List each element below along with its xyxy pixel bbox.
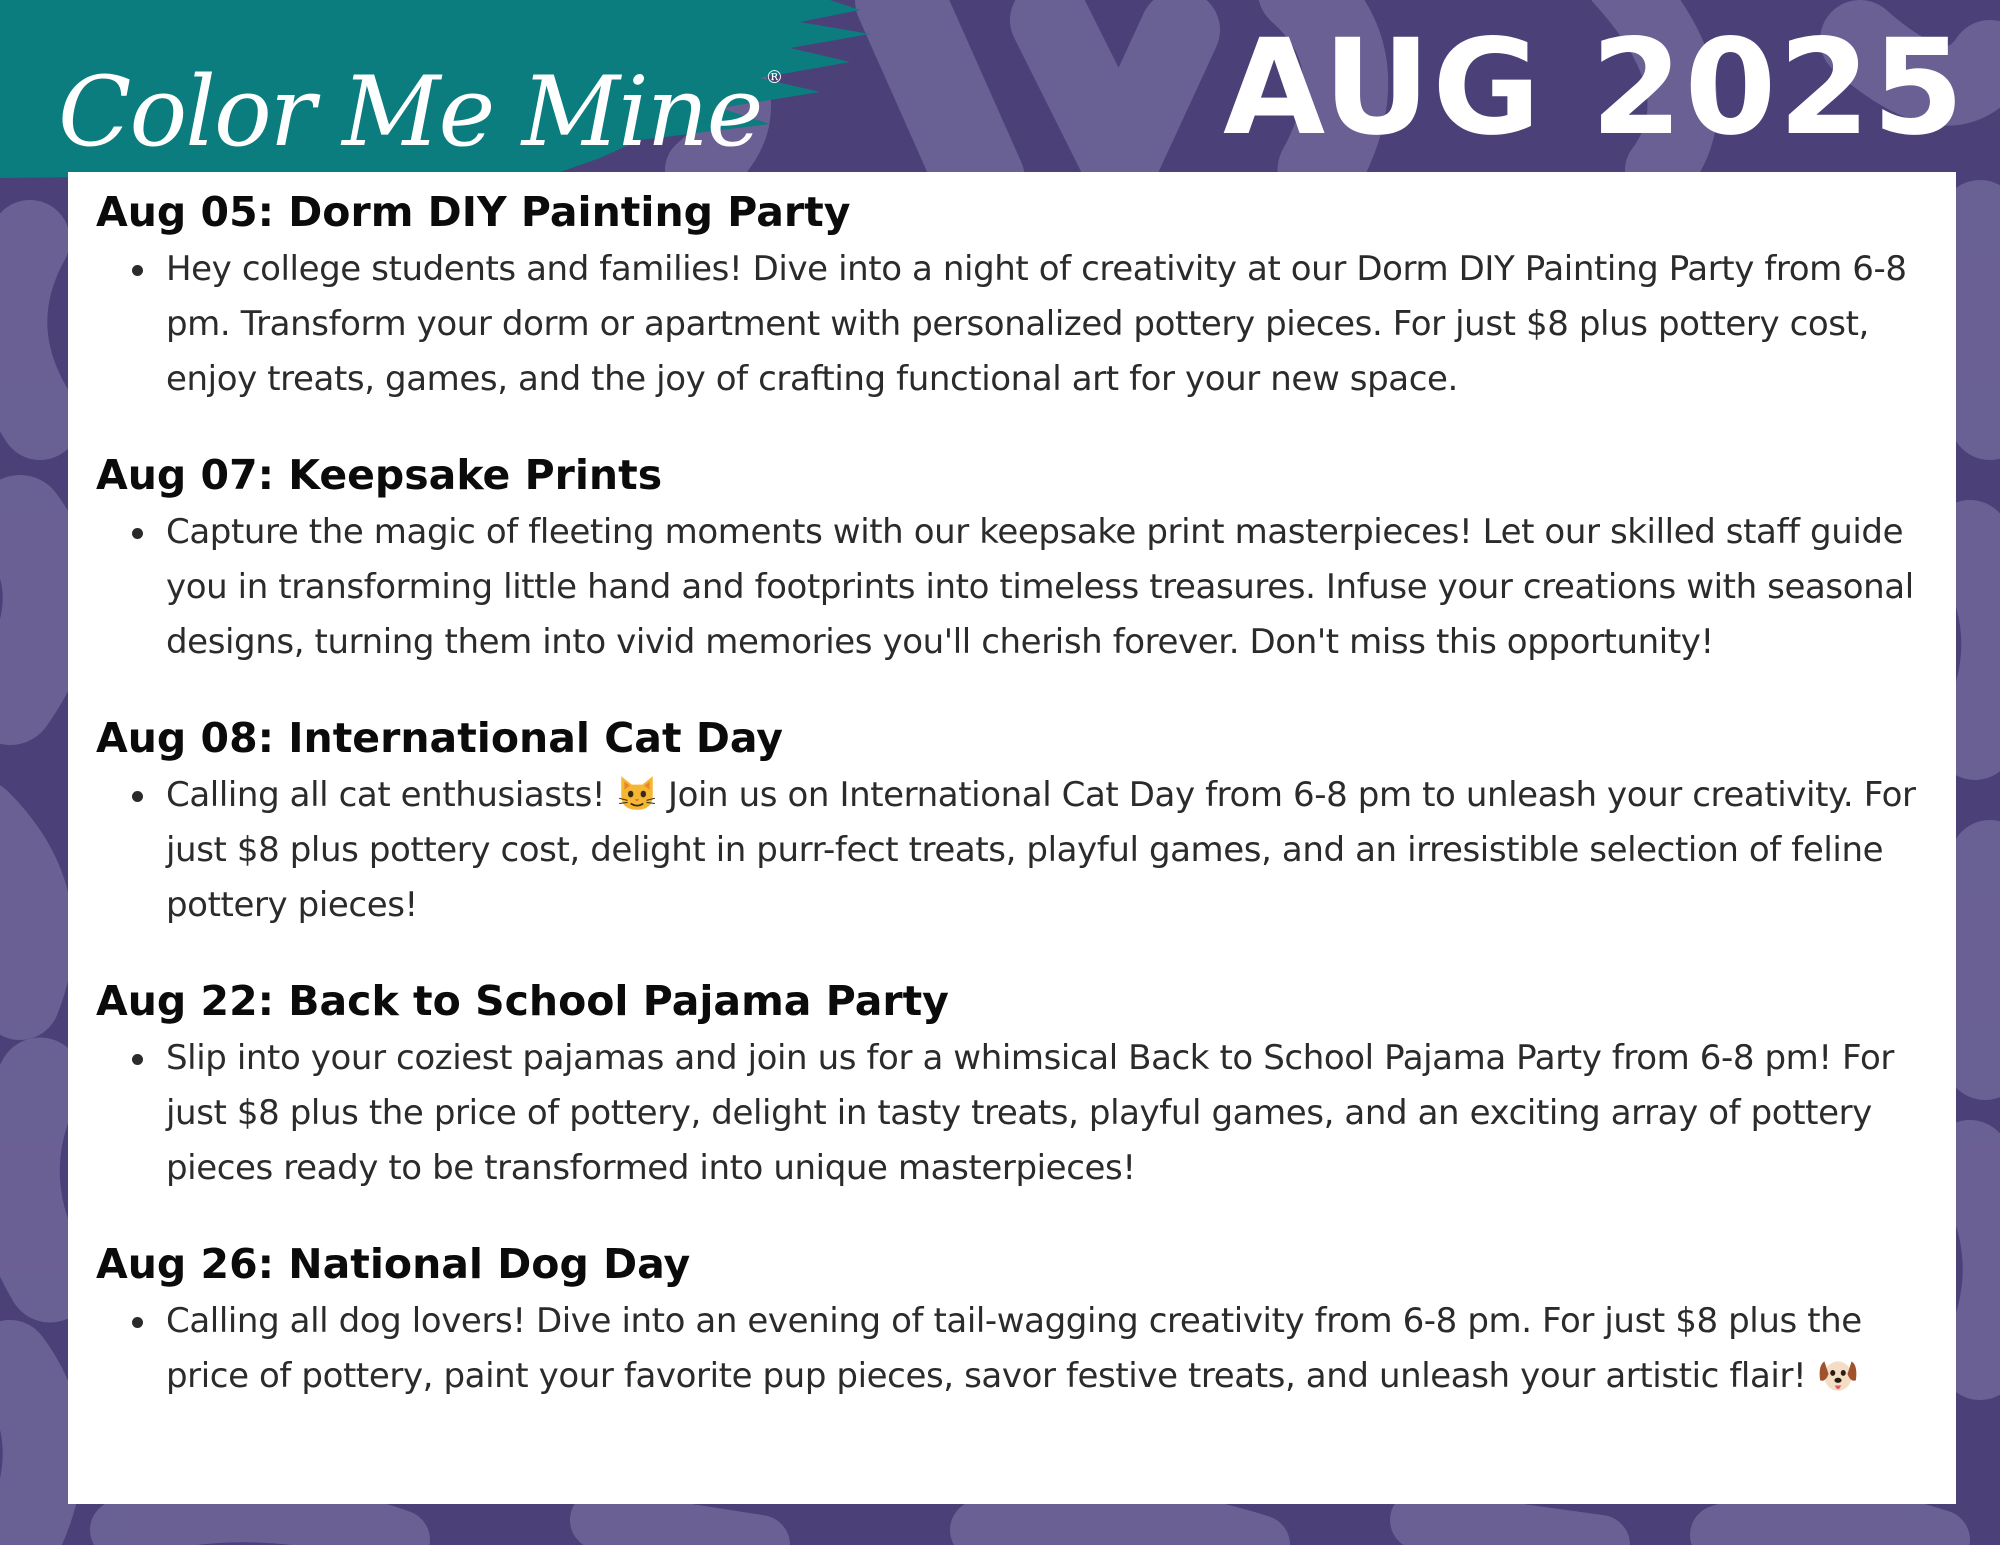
event-description-list xyxy=(96,1031,1928,1196)
event-description-list xyxy=(96,1294,1928,1404)
event-item xyxy=(96,182,1928,407)
event-title: Aug 07: Keepsake Prints xyxy=(96,451,663,499)
event-description: Slip into your coziest pajamas and join us for a whimsical Back to School Pajama Party from 6-8 pm! For just $8 plus the price of pottery, delight in tasty treats, playful games, and an exciting array of pottery pieces ready to be transformed into unique masterpieces! xyxy=(166,1031,1928,1196)
brand-name: Color Me Mine xyxy=(58,56,762,168)
event-title: Aug 08: International Cat Day xyxy=(96,714,783,762)
month-title: AUG 2025 xyxy=(1223,11,1966,165)
events-panel xyxy=(68,172,1956,1504)
event-item xyxy=(96,971,1928,1196)
event-description-start: Calling all cat enthusiasts! xyxy=(166,775,606,815)
event-description xyxy=(166,768,1928,933)
dog-face-emoji-icon xyxy=(1817,1353,1859,1395)
event-description-list xyxy=(96,242,1928,407)
event-item xyxy=(96,708,1928,933)
event-description: Hey college students and families! Dive into a night of creativity at our Dorm DIY Painting Party from 6-8 pm. Transform your dorm or apartment with personalized pottery pieces. For just $8 plus pottery cost, enjoy treats, games, and the joy of crafting functional art for your new space. xyxy=(166,242,1928,407)
registered-mark: ® xyxy=(765,67,782,88)
event-item xyxy=(96,445,1928,670)
event-item xyxy=(96,1234,1928,1404)
event-title: Aug 22: Back to School Pajama Party xyxy=(96,977,949,1025)
cat-face-emoji-icon xyxy=(616,772,658,814)
event-description: Capture the magic of fleeting moments with our keepsake print masterpieces! Let our skilled staff guide you in transforming little hand and footprints into timeless treasures. Infuse your creations with seasonal designs, turning them into vivid memories you'll cherish forever. Don't miss this opportunity! xyxy=(166,505,1928,670)
event-description-text: Calling all dog lovers! Dive into an evening of tail-wagging creativity from 6-8 pm. For just $8 plus the price of pottery, paint your favorite pup pieces, savor festive treats, and unleash your artistic flair! xyxy=(166,1301,1862,1396)
event-description-list xyxy=(96,505,1928,670)
brand-logo xyxy=(58,18,781,172)
event-description xyxy=(166,1294,1928,1404)
event-title: Aug 05: Dorm DIY Painting Party xyxy=(96,188,851,236)
event-description-list xyxy=(96,768,1928,933)
event-title: Aug 26: National Dog Day xyxy=(96,1240,691,1288)
event-description-end: Join us on International Cat Day from 6-8 pm to unleash your creativity. For just $8 plus pottery cost, delight in purr-fect treats, playful games, and an irresistible selection of feline pottery pieces! xyxy=(166,775,1916,925)
